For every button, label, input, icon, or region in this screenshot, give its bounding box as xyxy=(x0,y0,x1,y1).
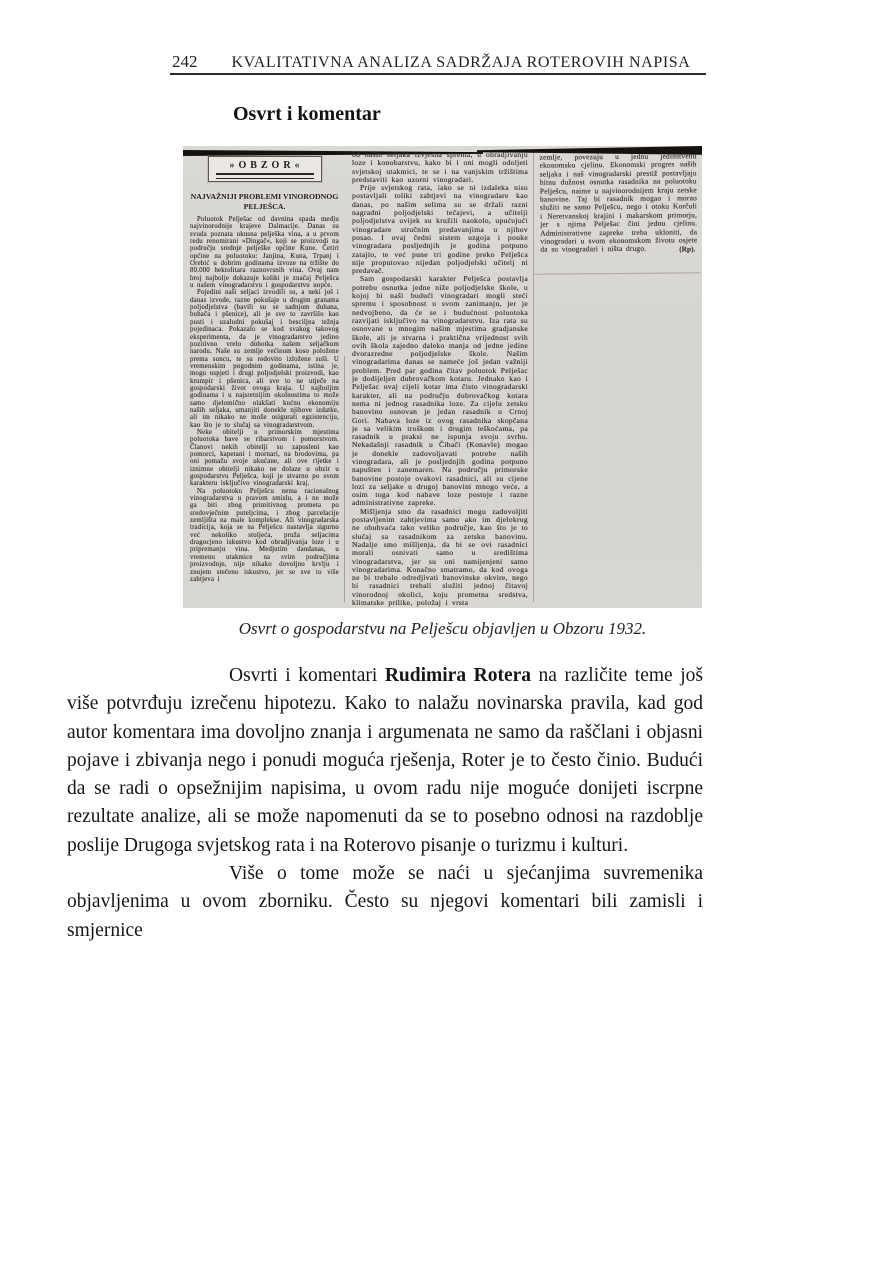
section-heading: Osvrt i komentar xyxy=(233,103,381,125)
clipping-column-middle xyxy=(352,151,528,607)
clipping-column-left xyxy=(190,154,339,583)
author-name: Rudimira Rotera xyxy=(384,665,532,686)
running-title: KVALITATIVNA ANALIZA SADRŽAJA ROTEROVIH NAPISA xyxy=(231,54,691,71)
clipping-paragraph: Poluotok Pelješac od davnina spada medju najvinorodnije krajeve Dalmacije. Danas su svuda poznata ukusna pelješka vina, a u prvom redu renomirani »Dingač«, koji se proizvodi na području srednje pelješke općine Kune. Četiri općine na poluotoku: Janjina, Kuna, Trpanj i Orebić u dobrim godinama izvoze na tržište do 80.000 hektolitara raznovrsnih vina. Ovaj nam broj najbolje dokazuje koliki je značaj Pelješca u našem vinogradarstvu i gospodarstvu uopće. xyxy=(190,216,339,290)
clipping-headline: NAJVAŽNIJI PROBLEMI VINORODNOG PELJEŠCA. xyxy=(190,192,339,211)
body-paragraph-2: Više o tome može se naći u sjećanjima suvremenika objavljenima u ovom zborniku. Često su njegovi komentari bili zamisli i smjernice xyxy=(67,863,703,941)
clipping-paragraph: Mišljenja smo da rasadnici mogu zadovoljiti postavljenim zahtjevima samo ako im djelokrug ne obuhvaća tako veliko područje, kao što je to slučaj sa rasadnikom za zetsku banovinu. Nadalje smo mišljenja, da bi se ovi rasadnici morali osnivati samo u središtima vinogradarstva, jer su oni namijenjeni samo vinogradarima. Konačno smatramo, da kod ovoga ne bi trebalo odredjivati banovinske okvire, nego bi rasadnici trebali služiti jednoj čitavoj vinorodnoj okolici, koju prometna sredstva, klimatske prilike, položaj i vrsta xyxy=(352,506,528,608)
body-text xyxy=(67,662,703,945)
clipping-paragraph: Pojedini naši seljaci izvodili su, a neki još i danas izvode, razne pokušaje u drugim granama poljodjelstva (bavili su se sadnjom duhana, buhača i pšenice), ali je sve to završilo kao pusti i uzaludni pokušaj i besciljna težnja pojedinaca. Pokazalo se kod svakog takovog eksperimenta, da je vinogradarstvo jedino pozitivno vrelo dohotka našem seljačkom narodu. Naše su zemlje većinom koso položene prema suncu, te su redovito izložene suši. U vremenskim pogodnim godinama, istina je, mogu uspjeti i drugi poljodjelski proizvodi, kao krumpir i pšenica, ali sve to ne utječe na gospodarski život ovoga kraja. U najboljim godinama i u najsretnijim okolnostima to može samo djelomično olakšati kućnu ekonomiju naših seljaka, umanjiti donekle njihove izdatke, ali im nikako ne može osigurati egzistenciju, kao što je to slučaj sa vinogradarstvom. xyxy=(190,289,339,429)
masthead-box xyxy=(208,156,322,182)
masthead-rule xyxy=(216,173,314,179)
column-divider xyxy=(344,356,345,602)
body-paragraph-1 xyxy=(67,662,703,860)
clipping-paragraph: Na poluotoku Pelješcu nema racionalnog vinogradarstva u pravom smislu, a i ne može ga biti zbog primitivnog prometa po sredovječnim puteljcima, i zbog parcelacije zemljišta na male komplekse. Ali vinogradarska tradicija, koja se na Pelješcu nastavlja sigurno već nekoliko stoljeća, pruža seljacima dragocjeno iskustvo kod obradjivanja loze i u pripremanju vina. Medjutim dandanas, u vremenu utakmice na svim područjima proizvodnje, nije nikako dovoljno krvlju i znojem stečeno iskustvo, jer se sve to više zahtjeva i xyxy=(190,487,339,583)
clipping-paragraph: zemlje, povezuju u jednu jedinstvenu ekonomsku cjelinu. Ekonomski progres naših seljaka i naš vinogradarski prestiž postavljaju hitnu dužnost osnutka rasadnika na poluotoku Pelješcu, naime u najvinorodnijem kraju zetske banovine. Taj bi rasadnik mogao i morao služiti ne samo Pelješcu, nego i otoku Korčuli i Neretvanskoj krajini i makarskom primorju, jer s njima Pelješac čini jednu cjelinu. Administrativne zapreke treba ukloniti, da vinogradari u svom ekonomskom životu osjete da su vinogradari i ništa drugo. xyxy=(539,151,698,255)
page-header xyxy=(172,52,690,72)
clipping-paragraph: Neke obitelji u primorskim mjestima poluotoka bave se ribarstvom i pomorstvom. Članovi nekih obitelji su zaposleni kao pomorci, kapetani i mornari, na brodovima, pa oni pomažu svoje ukućane, ali ove rijetke i iznimne obitelji nikako ne dolaze u obzir u gospodarstvu Pelješca, koji je stvarno po svom karakteru isključivo vinogradarski kraj. xyxy=(190,428,339,488)
figure-caption: Osvrt o gospodarstvu na Pelješcu objavljen u Obzoru 1932. xyxy=(238,619,647,638)
clipping-paragraph: Sam gospodarski karakter Pelješca postavlja potrebu osnutka jedne niže poljodjelske škole, u kojoj bi naši budući vinogradari mogli steći spremu i sposobnost u svom zanimanju, jer je nedvojbeno, da će se i budućnost poluotoka razvijati isključivo na vinogradarstvu. Iza rata su osnovane u mnogim našim mjestima gradjanske škole, ali je stvarna i praktična vrijednost svih ovih škola zajedno daleko manja od jedne jedine dvorazredne poljodjelske škole. Našim vinogradarima danas se nameće još jedan važniji problem. Pred par godina čitav poluotok Pelješac je dodijeljen dubrovačkom kotaru. Jednako kao i Pelješac ovaj cijeli kotar ima čisto vinogradarski karakter, ali na području dubrovačkog kotara nema ni jednog rasadnika loze. Za cijelu zetsku banovinu osnovan je jedan rasadnik u Crnoj Gori. Nabava loze iz ovog rasadnika skopčana je sa velikim troškom i drugim teškoćama, pa rasadnik u praksi ne ispunja svoju svrhu. Nekadašnji rasadnik u Čibači (Konavle) mogao je donekle zadovoljavati potrebe naših vinogradara, ali je posljednjih godina potpuno napušten i zanemaren. Na području primorske banovine postoje ovakovi rasadnici, ali su cijene lozi za seljake u drugoj banovini mnogo veće, a osim toga kod nabave loze postoje i razne administrativne zapreke. xyxy=(352,274,528,508)
clipping-byline: (Rp). xyxy=(679,244,696,254)
clipping-column-right xyxy=(540,152,698,255)
clipping-paragraph: Prije svjetskog rata, iako se ni izdaleka nisu postavljali toliki zahtjevi na vinogradare kao danas, po našim selima su se držali razni nagradni poljodjelski tečajevi, a učitelji poljodjelstva uvijek su kružili naokolo, upućujući vinogradare stručnim predavanjima u njihov posao. I ovaj čedni sistem uzgoja i pouke vinogradara posljednjih je godina potpuno zatajio, te već pune tri godine preko Pelješca nije proputovao nijedan poljodjelski učitelj ni predavač. xyxy=(352,183,528,276)
clipping-piece-edge xyxy=(535,272,701,274)
body-paragraph-1-rest: na različite teme još više potvrđuju izrečenu hipotezu. Kako to nalažu novinarska pravila, kad god autor komentara ima dovoljno znanja i argumenata ne samo da raščlani i objasni pojave i zbivanja nego i ponudi moguća rješenja, Roter je to često činio. Budući da se radi o opsežnijim napisima, u ovom radu nije moguće donijeti iscrpne rezultate analize, ali se može napomenuti da se to posebno odnosi na razdoblje poslije Drugoga svjetskog rata i na Roterovo pisanje o turizmu i kulturi. xyxy=(67,665,703,856)
body-paragraph-1-prefix: Osvrti i komentari xyxy=(229,665,385,686)
page-number: 242 xyxy=(172,52,198,71)
column-divider xyxy=(533,149,534,602)
header-rule xyxy=(170,73,706,75)
clipping-paragraph: od naših seljaka izvjesna sprema, u obradjivanju loze i konobarstvu, kako bi i oni mogli odoljeti svjetskoj utakmici, te se i na vanjskim tržištima predstaviti kao uzorni vinogradari. xyxy=(352,150,528,184)
masthead-title: »OBZOR« xyxy=(229,160,304,171)
newspaper-clipping xyxy=(183,146,702,608)
